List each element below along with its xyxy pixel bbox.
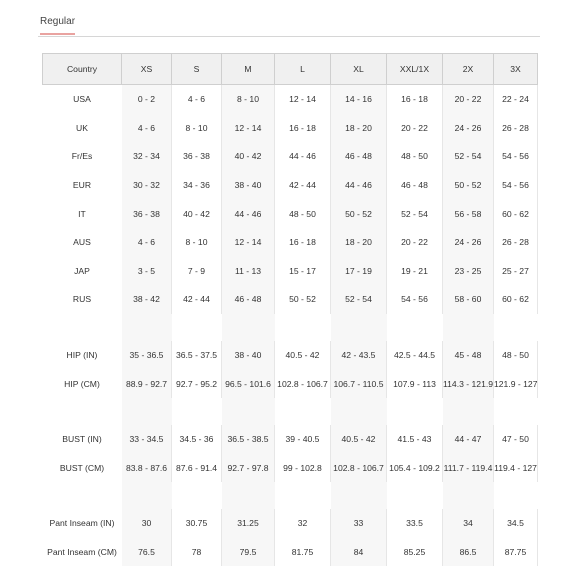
size-cell: 8 - 10: [222, 85, 275, 114]
row-label: HIP (CM): [64, 378, 100, 389]
spacer-cell: [122, 314, 172, 341]
size-cell: 30.75: [172, 509, 222, 538]
size-cell: 102.8 - 106.7: [331, 454, 387, 483]
spacer-cell: [494, 482, 538, 509]
size-cell: 76.5: [122, 538, 172, 567]
size-cell: 32 - 34: [122, 142, 172, 171]
row-label: USA: [73, 94, 91, 105]
spacer-cell: [443, 398, 494, 425]
size-cell: 40 - 42: [172, 199, 222, 228]
size-cell: 44 - 47: [443, 425, 494, 454]
spacer-cell: [443, 314, 494, 341]
spacer-cell: [172, 482, 222, 509]
size-cell: 92.7 - 97.8: [222, 454, 275, 483]
size-cell: 48 - 50: [387, 142, 443, 171]
size-cell: 33: [331, 509, 387, 538]
header-row: [42, 53, 538, 85]
size-cell: 31.25: [222, 509, 275, 538]
size-cell: 121.9 - 127: [494, 369, 538, 398]
section-spacer: [42, 398, 538, 425]
spacer-cell: [387, 482, 443, 509]
size-cell: 16 - 18: [387, 85, 443, 114]
size-cell: 45 - 48: [443, 341, 494, 370]
size-cell: 46 - 48: [331, 142, 387, 171]
size-cell: 18 - 20: [331, 114, 387, 143]
size-cell: 102.8 - 106.7: [275, 369, 331, 398]
size-cell: 20 - 22: [387, 228, 443, 257]
table-row: [42, 341, 538, 370]
size-cell: 41.5 - 43: [387, 425, 443, 454]
row-label: JAP: [74, 265, 90, 276]
column-header: XL: [331, 53, 387, 85]
spacer-cell: [275, 314, 331, 341]
size-cell: 85.25: [387, 538, 443, 567]
spacer-cell: [275, 398, 331, 425]
size-cell: 46 - 48: [387, 171, 443, 200]
size-cell: 14 - 16: [331, 85, 387, 114]
table-row: [42, 425, 538, 454]
size-cell: 12 - 14: [222, 228, 275, 257]
spacer-cell: [387, 314, 443, 341]
table-row: [42, 538, 538, 567]
table-row: [42, 257, 538, 286]
size-cell: 44 - 46: [222, 199, 275, 228]
size-cell: 7 - 9: [172, 257, 222, 286]
size-cell: 20 - 22: [443, 85, 494, 114]
size-cell: 42 - 44: [275, 171, 331, 200]
size-cell: 34.5 - 36: [172, 425, 222, 454]
table-row: [42, 114, 538, 143]
spacer-cell: [331, 398, 387, 425]
size-cell: 58 - 60: [443, 285, 494, 314]
size-cell: 40.5 - 42: [331, 425, 387, 454]
table-row: [42, 369, 538, 398]
size-cell: 81.75: [275, 538, 331, 567]
size-cell: 42.5 - 44.5: [387, 341, 443, 370]
spacer-cell: [172, 314, 222, 341]
size-cell: 16 - 18: [275, 228, 331, 257]
spacer-cell: [494, 314, 538, 341]
column-header: Country: [42, 53, 122, 85]
size-cell: 50 - 52: [331, 199, 387, 228]
size-cell: 78: [172, 538, 222, 567]
size-cell: 52 - 54: [387, 199, 443, 228]
spacer-cell: [122, 482, 172, 509]
table-row: [42, 285, 538, 314]
size-cell: 26 - 28: [494, 114, 538, 143]
size-cell: 12 - 14: [222, 114, 275, 143]
size-cell: 79.5: [222, 538, 275, 567]
size-cell: 42 - 44: [172, 285, 222, 314]
spacer-cell: [222, 482, 275, 509]
size-cell: 87.6 - 91.4: [172, 454, 222, 483]
spacer-cell: [494, 398, 538, 425]
size-cell: 36 - 38: [122, 199, 172, 228]
size-cell: 48 - 50: [275, 199, 331, 228]
table-row: [42, 142, 538, 171]
size-cell: 106.7 - 110.5: [331, 369, 387, 398]
table-row: [42, 228, 538, 257]
column-header: 3X: [494, 53, 538, 85]
size-tab-bar: [38, 12, 540, 37]
size-cell: 39 - 40.5: [275, 425, 331, 454]
active-tab-indicator: [40, 33, 75, 35]
size-cell: 20 - 22: [387, 114, 443, 143]
size-cell: 4 - 6: [122, 114, 172, 143]
size-cell: 36.5 - 38.5: [222, 425, 275, 454]
size-cell: 34.5: [494, 509, 538, 538]
row-label: UK: [76, 122, 88, 133]
size-cell: 86.5: [443, 538, 494, 567]
size-cell: 50 - 52: [443, 171, 494, 200]
spacer-cell: [42, 314, 122, 341]
size-cell: 47 - 50: [494, 425, 538, 454]
row-label: HIP (IN): [66, 350, 98, 361]
row-label: IT: [78, 208, 86, 219]
tab-regular[interactable]: [40, 16, 75, 32]
row-label: AUS: [73, 237, 91, 248]
size-cell: 42 - 43.5: [331, 341, 387, 370]
spacer-cell: [172, 398, 222, 425]
row-label: Fr/Es: [71, 151, 93, 162]
size-cell: 8 - 10: [172, 228, 222, 257]
size-cell: 50 - 52: [275, 285, 331, 314]
table-row: [42, 454, 538, 483]
size-cell: 16 - 18: [275, 114, 331, 143]
size-cell: 40.5 - 42: [275, 341, 331, 370]
column-header: S: [172, 53, 222, 85]
spacer-cell: [122, 398, 172, 425]
size-cell: 24 - 26: [443, 228, 494, 257]
size-cell: 54 - 56: [494, 142, 538, 171]
size-cell: 30: [122, 509, 172, 538]
column-header: XS: [122, 53, 172, 85]
size-cell: 60 - 62: [494, 285, 538, 314]
size-cell: 87.75: [494, 538, 538, 567]
spacer-cell: [443, 482, 494, 509]
spacer-cell: [331, 314, 387, 341]
section-spacer: [42, 482, 538, 509]
size-chart: [42, 53, 538, 566]
size-cell: 30 - 32: [122, 171, 172, 200]
row-label: BUST (IN): [62, 434, 102, 445]
tab-regular-label: Regular: [40, 16, 76, 27]
size-cell: 25 - 27: [494, 257, 538, 286]
size-cell: 15 - 17: [275, 257, 331, 286]
size-chart-table: [42, 53, 538, 566]
size-cell: 88.9 - 92.7: [122, 369, 172, 398]
row-label: Pant Inseam (IN): [49, 518, 115, 529]
size-cell: 83.8 - 87.6: [122, 454, 172, 483]
size-cell: 36 - 38: [172, 142, 222, 171]
size-cell: 32: [275, 509, 331, 538]
spacer-cell: [42, 482, 122, 509]
row-label: BUST (CM): [59, 462, 105, 473]
size-cell: 44 - 46: [275, 142, 331, 171]
column-header: L: [275, 53, 331, 85]
size-cell: 35 - 36.5: [122, 341, 172, 370]
table-row: [42, 199, 538, 228]
size-cell: 105.4 - 109.2: [387, 454, 443, 483]
size-cell: 54 - 56: [387, 285, 443, 314]
size-cell: 99 - 102.8: [275, 454, 331, 483]
size-cell: 48 - 50: [494, 341, 538, 370]
size-cell: 38 - 40: [222, 341, 275, 370]
size-cell: 22 - 24: [494, 85, 538, 114]
size-cell: 38 - 42: [122, 285, 172, 314]
size-cell: 4 - 6: [122, 228, 172, 257]
size-cell: 8 - 10: [172, 114, 222, 143]
size-cell: 107.9 - 113: [387, 369, 443, 398]
size-cell: 40 - 42: [222, 142, 275, 171]
size-cell: 23 - 25: [443, 257, 494, 286]
size-cell: 12 - 14: [275, 85, 331, 114]
size-cell: 18 - 20: [331, 228, 387, 257]
size-cell: 36.5 - 37.5: [172, 341, 222, 370]
column-header: 2X: [443, 53, 494, 85]
size-cell: 46 - 48: [222, 285, 275, 314]
spacer-cell: [387, 398, 443, 425]
size-cell: 84: [331, 538, 387, 567]
size-cell: 34 - 36: [172, 171, 222, 200]
size-cell: 60 - 62: [494, 199, 538, 228]
table-row: [42, 85, 538, 114]
size-cell: 119.4 - 127: [494, 454, 538, 483]
size-chart-body: [42, 53, 538, 566]
size-cell: 0 - 2: [122, 85, 172, 114]
size-cell: 44 - 46: [331, 171, 387, 200]
table-row: [42, 171, 538, 200]
size-cell: 34: [443, 509, 494, 538]
size-cell: 52 - 54: [331, 285, 387, 314]
size-cell: 38 - 40: [222, 171, 275, 200]
size-cell: 52 - 54: [443, 142, 494, 171]
table-row: [42, 509, 538, 538]
spacer-cell: [331, 482, 387, 509]
row-label: Pant Inseam (CM): [47, 547, 117, 558]
size-cell: 56 - 58: [443, 199, 494, 228]
size-cell: 3 - 5: [122, 257, 172, 286]
size-cell: 33 - 34.5: [122, 425, 172, 454]
size-cell: 26 - 28: [494, 228, 538, 257]
size-cell: 17 - 19: [331, 257, 387, 286]
size-cell: 19 - 21: [387, 257, 443, 286]
size-cell: 24 - 26: [443, 114, 494, 143]
size-cell: 54 - 56: [494, 171, 538, 200]
row-label: RUS: [72, 294, 92, 305]
spacer-cell: [222, 314, 275, 341]
size-cell: 4 - 6: [172, 85, 222, 114]
section-spacer: [42, 314, 538, 341]
spacer-cell: [42, 398, 122, 425]
spacer-cell: [222, 398, 275, 425]
column-header: XXL/1X: [387, 53, 443, 85]
row-label: EUR: [72, 180, 92, 191]
size-cell: 92.7 - 95.2: [172, 369, 222, 398]
size-cell: 114.3 - 121.9: [443, 369, 494, 398]
size-cell: 96.5 - 101.6: [222, 369, 275, 398]
size-cell: 111.7 - 119.4: [443, 454, 494, 483]
column-header: M: [222, 53, 275, 85]
size-cell: 11 - 13: [222, 257, 275, 286]
spacer-cell: [275, 482, 331, 509]
size-cell: 33.5: [387, 509, 443, 538]
